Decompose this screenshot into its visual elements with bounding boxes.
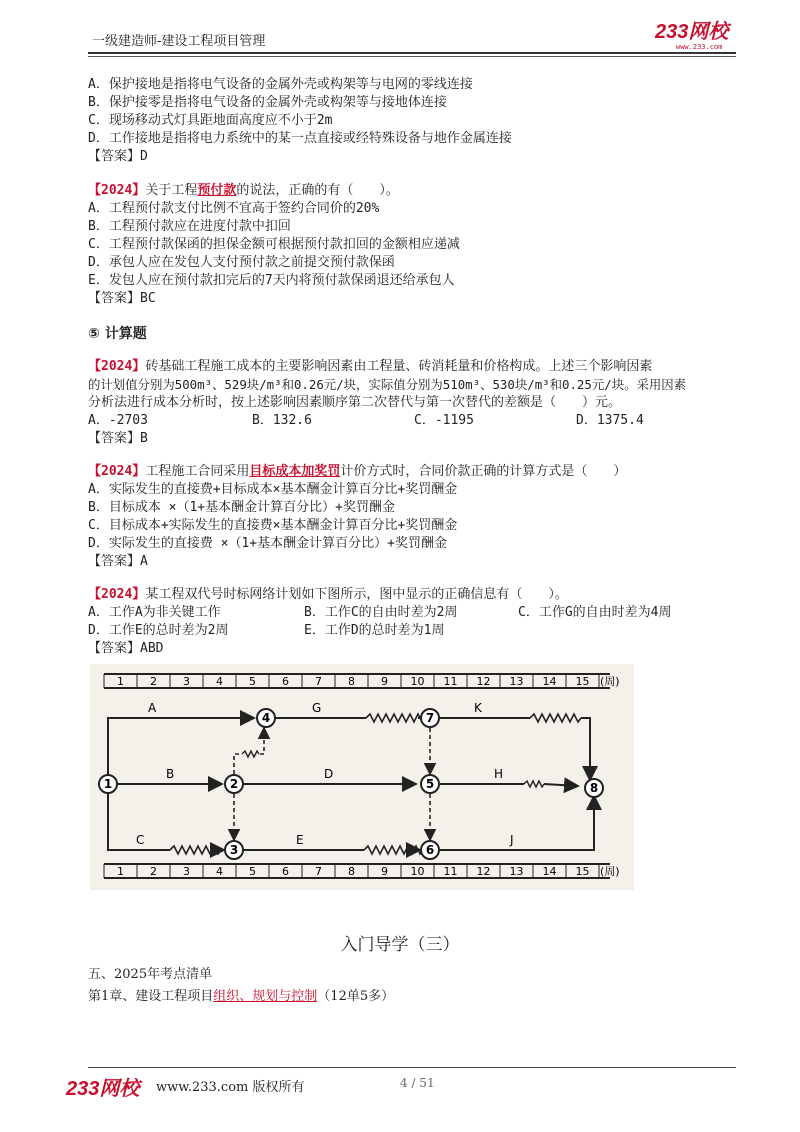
top-scale-tick-label: 9: [381, 675, 388, 688]
q0-option-c: C．现场移动式灯具距地面高度应不小于2m: [88, 113, 333, 128]
work-d-label: D: [324, 767, 334, 781]
q3-year-tag: 【2024】: [88, 464, 146, 479]
q1-stem: [88, 182, 399, 200]
header-divider-thin: [88, 56, 736, 57]
work-c-wave: [170, 846, 221, 854]
q4-answer: 【答案】ABD: [88, 641, 164, 656]
top-scale-tick-label: 14: [542, 675, 557, 688]
work-k-label: K: [474, 701, 482, 715]
chapter-pre: 第1章、建设工程项目: [88, 989, 214, 1004]
bottom-scale-tick-label: 5: [249, 865, 256, 878]
bottom-scale-tick-label: 13: [509, 865, 524, 878]
q0-option-d: D．工作接地是指将电力系统中的某一点直接或经特殊设备与地作金属连接: [88, 131, 512, 146]
q3-stem-post: 计价方式时，合同价款正确的计算方式是（ ）: [340, 464, 627, 479]
q4-option-c: C．工作G的自由时差为4周: [518, 605, 672, 620]
q2-stem1: 砖基础工程施工成本的主要影响因素由工程量、砖消耗量和价格构成。上述三个影响因素: [145, 359, 653, 374]
footer-copyright: www.233.com 版权所有: [156, 1080, 305, 1095]
bottom-scale-tick-label: 12: [476, 865, 491, 878]
q2-option-c: C．-1195: [414, 413, 474, 428]
node-8-label: 8: [589, 781, 599, 795]
q2-answer: 【答案】B: [88, 431, 148, 446]
q2-option-d: D．1375.4: [576, 413, 644, 428]
brand-logo: 233网校: [655, 21, 729, 43]
work-c-label: C: [136, 833, 145, 847]
header-divider: [88, 52, 736, 54]
q2-year-tag: 【2024】: [88, 359, 146, 374]
q1-option-d: D．承包人应在发包人支付预付款之前提交预付款保函: [88, 255, 395, 270]
q1-answer: 【答案】BC: [88, 291, 156, 306]
work-h-arrow: [544, 784, 578, 786]
dummy-2-4-wave: [242, 751, 259, 757]
q3-stem-pre: 工程施工合同采用: [145, 464, 250, 479]
top-scale-tick-label: 1: [117, 675, 124, 688]
top-scale-tick-label: 8: [348, 675, 355, 688]
q2-stem-line3: 分析法进行成本分析时，按上述影响因素顺序第二次替代与第一次替代的差额是（ ）元。: [88, 395, 622, 410]
bottom-scale-tick-label: 8: [348, 865, 355, 878]
q3-keyword: 目标成本加奖罚: [249, 464, 341, 479]
bottom-scale-tick-label: 11: [443, 865, 458, 878]
node-5-label: 5: [425, 777, 435, 791]
bottom-scale-ticks: [104, 864, 599, 878]
q4-year-tag: 【2024】: [88, 587, 146, 602]
timescale-network-diagram: [90, 664, 634, 890]
intro-title: 入门导学（三）: [340, 935, 460, 955]
q4-stem: [88, 586, 568, 604]
node-6-label: 6: [425, 843, 435, 857]
top-scale-unit: (周): [600, 675, 620, 688]
bottom-scale-tick-label: 2: [150, 865, 157, 878]
q4-option-e: E．工作D的总时差为1周: [304, 623, 445, 638]
work-h-wave: [524, 781, 544, 787]
work-g-wave: [366, 714, 425, 722]
q3-option-b: B．目标成本 ×（1+基本酬金计算百分比）+奖罚酬金: [88, 500, 395, 515]
bottom-scale-unit: (周): [600, 865, 620, 878]
top-scale-tick-label: 13: [509, 675, 524, 688]
top-scale-tick-label: 2: [150, 675, 157, 688]
dummy-2-4-line: [234, 754, 242, 774]
q1-stem-post: 的说法，正确的有（ ）。: [236, 183, 399, 198]
node-4-label: 4: [261, 711, 271, 725]
chapter-post: （12单5多）: [317, 989, 395, 1004]
section-list-title: 五、2025年考点清单: [88, 967, 213, 982]
bottom-scale-tick-label: 1: [117, 865, 124, 878]
bottom-scale-tick-label: 6: [282, 865, 289, 878]
bottom-scale-tick-label: 15: [575, 865, 590, 878]
bottom-scale-tick-label: 9: [381, 865, 388, 878]
work-a-label: A: [148, 701, 157, 715]
q2-stem-line1: [88, 358, 652, 376]
top-scale-tick-label: 12: [476, 675, 491, 688]
network-svg: [90, 664, 634, 890]
chapter-line: [88, 988, 394, 1006]
bottom-scale-tick-label: 10: [410, 865, 425, 878]
q4-option-d: D．工作E的总时差为2周: [88, 623, 229, 638]
q1-stem-pre: 关于工程: [145, 183, 198, 198]
work-h-label: H: [494, 767, 504, 781]
brand-logo-url: www.233.com: [676, 43, 723, 51]
work-e-wave: [364, 846, 423, 854]
bottom-scale-tick-label: 3: [183, 865, 190, 878]
q1-option-e: E．发包人应在预付款扣完后的7天内将预付款保函退还给承包人: [88, 273, 455, 288]
work-a-arrow: [108, 718, 254, 784]
page-number: 4 / 51: [400, 1076, 435, 1090]
q1-year-tag: 【2024】: [88, 183, 146, 198]
q2-option-a: A．-2703: [88, 413, 148, 428]
q1-option-c: C．工程预付款保函的担保金额可根据预付款扣回的金额相应递减: [88, 237, 460, 252]
top-scale-tick-label: 15: [575, 675, 590, 688]
top-scale-tick-label: 3: [183, 675, 190, 688]
q0-answer: 【答案】D: [88, 149, 148, 164]
q1-option-b: B．工程预付款应在进度付款中扣回: [88, 219, 291, 234]
section-calc-title: ⑤ 计算题: [88, 326, 147, 342]
footer-divider: [88, 1067, 736, 1068]
chapter-keyword: 组织、规划与控制: [213, 989, 318, 1004]
dummy-2-4-arrow: [260, 728, 264, 754]
q1-keyword: 预付款: [197, 183, 237, 198]
top-scale-tick-label: 5: [249, 675, 256, 688]
footer-logo: 233网校: [66, 1078, 140, 1100]
top-scale-tick-label: 4: [216, 675, 223, 688]
q3-option-d: D．实际发生的直接费 ×（1+基本酬金计算百分比）+奖罚酬金: [88, 536, 447, 551]
bottom-scale-tick-label: 14: [542, 865, 557, 878]
work-j-arrow: [440, 796, 594, 850]
q1-option-a: A．工程预付款支付比例不宜高于签约合同价的20%: [88, 201, 380, 216]
q4-option-a: A．工作A为非关键工作: [88, 605, 221, 620]
top-scale-tick-label: 10: [410, 675, 425, 688]
work-g-label: G: [312, 701, 322, 715]
bottom-scale-tick-label: 7: [315, 865, 322, 878]
q2-stem-line2: 的计划值分别为500m³、529块/m³和0.26元/块，实际值分别为510m³、530块/m³和0.25元/块。采用因素: [88, 377, 687, 392]
top-scale-tick-label: 11: [443, 675, 458, 688]
node-2-label: 2: [229, 777, 239, 791]
bottom-scale-tick-label: 4: [216, 865, 223, 878]
q3-stem: [88, 463, 626, 481]
work-e-label: E: [296, 833, 304, 847]
top-scale-tick-label: 7: [315, 675, 322, 688]
node-3-label: 3: [229, 843, 239, 857]
q0-option-a: A．保护接地是指将电气设备的金属外壳或构架等与电网的零线连接: [88, 77, 473, 92]
top-scale-ticks: [104, 674, 599, 688]
q4-option-b: B．工作C的自由时差为2周: [304, 605, 458, 620]
q0-option-b: B．保护接零是指将电气设备的金属外壳或构架等与接地体连接: [88, 95, 447, 110]
work-j-label: J: [510, 833, 514, 847]
node-7-label: 7: [425, 711, 435, 725]
q4-stem-text: 某工程双代号时标网络计划如下图所示，图中显示的正确信息有（ ）。: [145, 587, 568, 602]
work-b-label: B: [166, 767, 175, 781]
q3-option-c: C．目标成本+实际发生的直接费×基本酬金计算百分比+奖罚酬金: [88, 518, 458, 533]
work-k-wave: [530, 714, 581, 722]
header-title: 一级建造师-建设工程项目管理: [92, 34, 266, 49]
q2-option-b: B．132.6: [252, 413, 312, 428]
work-k-arrow: [581, 718, 590, 780]
node-1-label: 1: [103, 777, 113, 791]
q3-answer: 【答案】A: [88, 554, 148, 569]
top-scale-tick-label: 6: [282, 675, 289, 688]
q3-option-a: A．实际发生的直接费+目标成本×基本酬金计算百分比+奖罚酬金: [88, 482, 458, 497]
